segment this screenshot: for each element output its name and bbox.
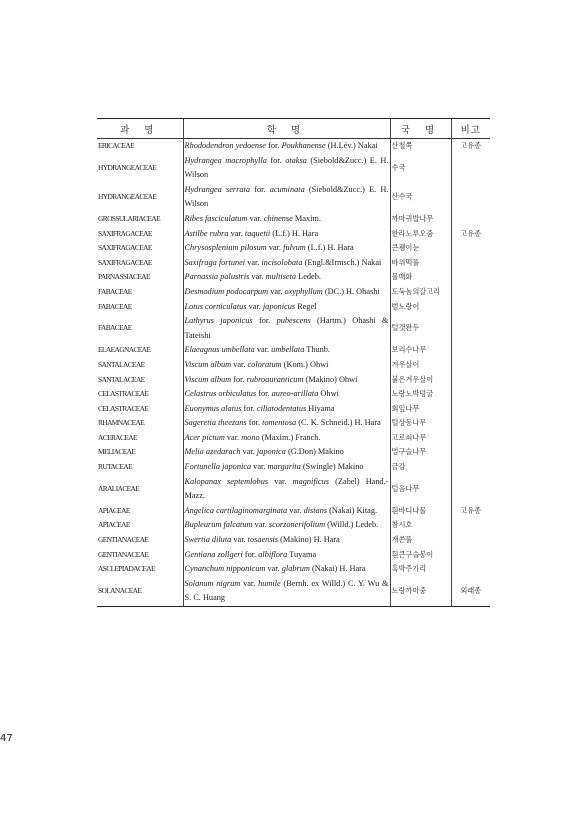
korean-name-cell: 털음나무 [390, 475, 451, 504]
korean-name-cell: 겨우살이 [390, 358, 451, 373]
scientific-name-cell: Astilbe rubra var. taquetii (L.f.) H. Hara [183, 227, 390, 242]
table-row [97, 212, 490, 227]
korean-name-cell: 회잎나무 [390, 402, 451, 417]
table-row [97, 139, 490, 154]
family-cell: FABACEAE [98, 286, 132, 296]
table-row [97, 431, 490, 446]
table-row [97, 314, 490, 343]
note-cell [451, 358, 490, 373]
table-row [97, 270, 490, 285]
korean-name-cell: 흑박주가리 [390, 562, 451, 577]
korean-name-cell: 털상동나무 [390, 416, 451, 431]
korean-name-cell: 흰바디나물 [390, 504, 451, 519]
table-row [97, 460, 490, 475]
korean-name-cell: 바위떡풀 [390, 256, 451, 271]
scientific-name-cell: Rhododendron yedoense for. Poukhanense (H.Lév.) Nakai [183, 139, 390, 154]
scientific-name-cell: Viscum album for. rubroauranticum (Makino) Ohwi [183, 373, 390, 388]
header-korean-name: 국 명 [390, 119, 451, 139]
scientific-name-cell: Celastrus orbiculatus for. aureo-arillata Ohwi [183, 387, 390, 402]
note-cell [451, 460, 490, 475]
table-row [97, 358, 490, 373]
note-cell [451, 300, 490, 315]
note-cell [451, 475, 490, 504]
table-row [97, 343, 490, 358]
table-row [97, 577, 490, 607]
korean-name-cell: 노랑노박덩굴 [390, 387, 451, 402]
scientific-name-cell: Bupleurum falcatum var. scorzonerifolium (Willd.) Ledeb. [183, 518, 390, 533]
note-cell [451, 241, 490, 256]
korean-name-cell: 산수국 [390, 183, 451, 212]
korean-name-cell: 금감 [390, 460, 451, 475]
korean-name-cell: 도둑놈의갈고리 [390, 285, 451, 300]
scientific-name-cell: Ribes fasciculatum var. chinense Maxim. [183, 212, 390, 227]
korean-name-cell: 큰괭이눈 [390, 241, 451, 256]
header-family: 과 명 [97, 119, 183, 139]
korean-name-cell: 보리수나무 [390, 343, 451, 358]
korean-name-cell: 흰큰구슬봉이 [390, 548, 451, 563]
scientific-name-cell: Lotus corniculatus var. japonicus Regel [183, 300, 390, 315]
table-row [97, 241, 490, 256]
species-table [97, 118, 490, 607]
family-cell: FABACEAE [98, 323, 132, 333]
note-cell [451, 183, 490, 212]
scientific-name-cell: Parnassia palustris var. multiseta Ledeb. [183, 270, 390, 285]
note-cell [451, 154, 490, 183]
scientific-name-cell: Desmodium podocarpum var. oxyphyllum (DC.) H. Ohashi [183, 285, 390, 300]
table-row [97, 154, 490, 183]
family-cell: GROSSULARIACEAE [98, 213, 161, 223]
family-cell: ASCLEPIADACEAE [98, 564, 155, 574]
note-cell [451, 212, 490, 227]
family-cell: SANTALACEAE [98, 359, 145, 369]
scientific-name-cell: Melia azedarach var. japonica (G.Don) Makino [183, 445, 390, 460]
page-number: 47 [0, 733, 13, 744]
korean-name-cell: 물매화 [390, 270, 451, 285]
korean-name-cell: 한라노루오줌 [390, 227, 451, 242]
note-cell [451, 387, 490, 402]
table-row [97, 562, 490, 577]
scientific-name-cell: Saxifraga fortunei var. incisolobata (Engl.&Irmsch.) Nakai [183, 256, 390, 271]
note-cell [451, 270, 490, 285]
family-cell: SAXIFRAGACEAE [98, 243, 152, 253]
family-cell: GENTIANACEAE [98, 535, 149, 545]
family-cell: APIACEAE [98, 505, 130, 515]
scientific-name-cell: Kalopanax septemlobus var. magnificus (Zabel) Hand.-Mazz. [183, 475, 390, 504]
table-row [97, 402, 490, 417]
korean-name-cell: 까마귀밥나무 [390, 212, 451, 227]
scientific-name-cell: Fortunella japonica var. margarita (Swingle) Makino [183, 460, 390, 475]
table-row [97, 504, 490, 519]
scientific-name-cell: Swertia diluta var. tosaensis (Makino) H. Hara [183, 533, 390, 548]
scientific-name-cell: Sageretia theezans for. tomentosa (C. K. Schneid.) H. Hara [183, 416, 390, 431]
family-cell: ARALIACEAE [98, 483, 140, 493]
family-cell: RUTACEAE [98, 462, 133, 472]
scientific-name-cell: Cynanchum nipponicum var. glabrum (Nakai) H. Hara [183, 562, 390, 577]
note-cell [451, 562, 490, 577]
scientific-name-cell: Euonymus alatus for. ciliatodentatus Hiyama [183, 402, 390, 417]
scientific-name-cell: Angelica cartilaginomarginata var. distans (Nakai) Kitag. [183, 504, 390, 519]
note-cell [451, 373, 490, 388]
note-cell [451, 533, 490, 548]
note-cell [451, 343, 490, 358]
korean-name-cell: 털갯완두 [390, 314, 451, 343]
family-cell: SAXIFRAGACEAE [98, 228, 152, 238]
korean-name-cell: 참시호 [390, 518, 451, 533]
scientific-name-cell: Viscum album var. coloratum (Kom.) Ohwi [183, 358, 390, 373]
table-row [97, 300, 490, 315]
scientific-name-cell: Solanum nigrum var. humile (Bernh. ex Willd.) C. Y. Wu & S. C. Huang [183, 577, 390, 607]
table-row [97, 373, 490, 388]
scientific-name-cell: Lathyrus japonicus for. pubescens (Hartm.) Ohashi & Tateishi [183, 314, 390, 343]
note-cell: 고유종 [451, 227, 490, 242]
family-cell: HYDRANGEACEAE [98, 192, 157, 202]
table-row [97, 416, 490, 431]
note-cell [451, 445, 490, 460]
note-cell [451, 518, 490, 533]
note-cell [451, 416, 490, 431]
note-cell: 고유종 [451, 504, 490, 519]
family-cell: SAXIFRAGACEAE [98, 257, 152, 267]
family-cell: ACERACEAE [98, 432, 137, 442]
species-table-container [97, 118, 490, 607]
scientific-name-cell: Chrysosplenium pilosum var. fulvum (L.f.) H. Hara [183, 241, 390, 256]
note-cell: 외래종 [451, 577, 490, 607]
table-row [97, 518, 490, 533]
korean-name-cell: 노랑까마중 [390, 577, 451, 607]
table-row [97, 183, 490, 212]
korean-name-cell: 수국 [390, 154, 451, 183]
korean-name-cell: 고로쇠나무 [390, 431, 451, 446]
note-cell [451, 285, 490, 300]
note-cell [451, 548, 490, 563]
table-row [97, 387, 490, 402]
family-cell: SOLANACEAE [97, 577, 183, 607]
scientific-name-cell: Hydrangea serrata for. acuminata (Siebold&Zucc.) E. H. Wilson [183, 183, 390, 212]
table-row [97, 533, 490, 548]
table-header-row [97, 119, 490, 139]
table-row [97, 256, 490, 271]
korean-name-cell: 붉은겨우살이 [390, 373, 451, 388]
scientific-name-cell: Hydrangea macrophylla for. otaksa (Siebold&Zucc.) E. H. Wilson [183, 154, 390, 183]
family-cell: RHAMNACEAE [98, 418, 145, 428]
note-cell [451, 256, 490, 271]
table-row [97, 285, 490, 300]
family-cell: ERICACEAE [98, 141, 135, 150]
family-cell: PARNASSIACEAE [98, 272, 150, 282]
note-cell [451, 314, 490, 343]
table-row [97, 548, 490, 563]
family-cell: MELIACEAE [98, 447, 136, 457]
table-row [97, 445, 490, 460]
header-scientific-name: 학 명 [183, 119, 390, 139]
table-row [97, 227, 490, 242]
family-cell: ELAEAGNACEAE [98, 345, 151, 355]
family-cell: CELASTRACEAE [98, 389, 149, 399]
family-cell: SANTALACEAE [98, 374, 145, 384]
korean-name-cell: 산철쭉 [390, 139, 451, 154]
family-cell: APIACEAE [98, 520, 130, 530]
family-cell: HYDRANGEACEAE [98, 162, 157, 172]
korean-name-cell: 벌노랑이 [390, 300, 451, 315]
scientific-name-cell: Elaeagnus umbellata var. umbellata Thunb. [183, 343, 390, 358]
family-cell: FABACEAE [98, 301, 132, 311]
family-cell: GENTIANACEAE [98, 549, 149, 559]
scientific-name-cell: Acer pictum var. mono (Maxim.) Franch. [183, 431, 390, 446]
note-cell [451, 431, 490, 446]
scientific-name-cell: Gentiana zollgeri for. albiflora Tuyama [183, 548, 390, 563]
note-cell [451, 402, 490, 417]
family-cell: CELASTRACEAE [98, 403, 149, 413]
korean-name-cell: 멀구슬나무 [390, 445, 451, 460]
table-row [97, 475, 490, 504]
korean-name-cell: 개쓴풀 [390, 533, 451, 548]
note-cell: 고유종 [451, 139, 490, 154]
header-note: 비고 [451, 119, 490, 139]
